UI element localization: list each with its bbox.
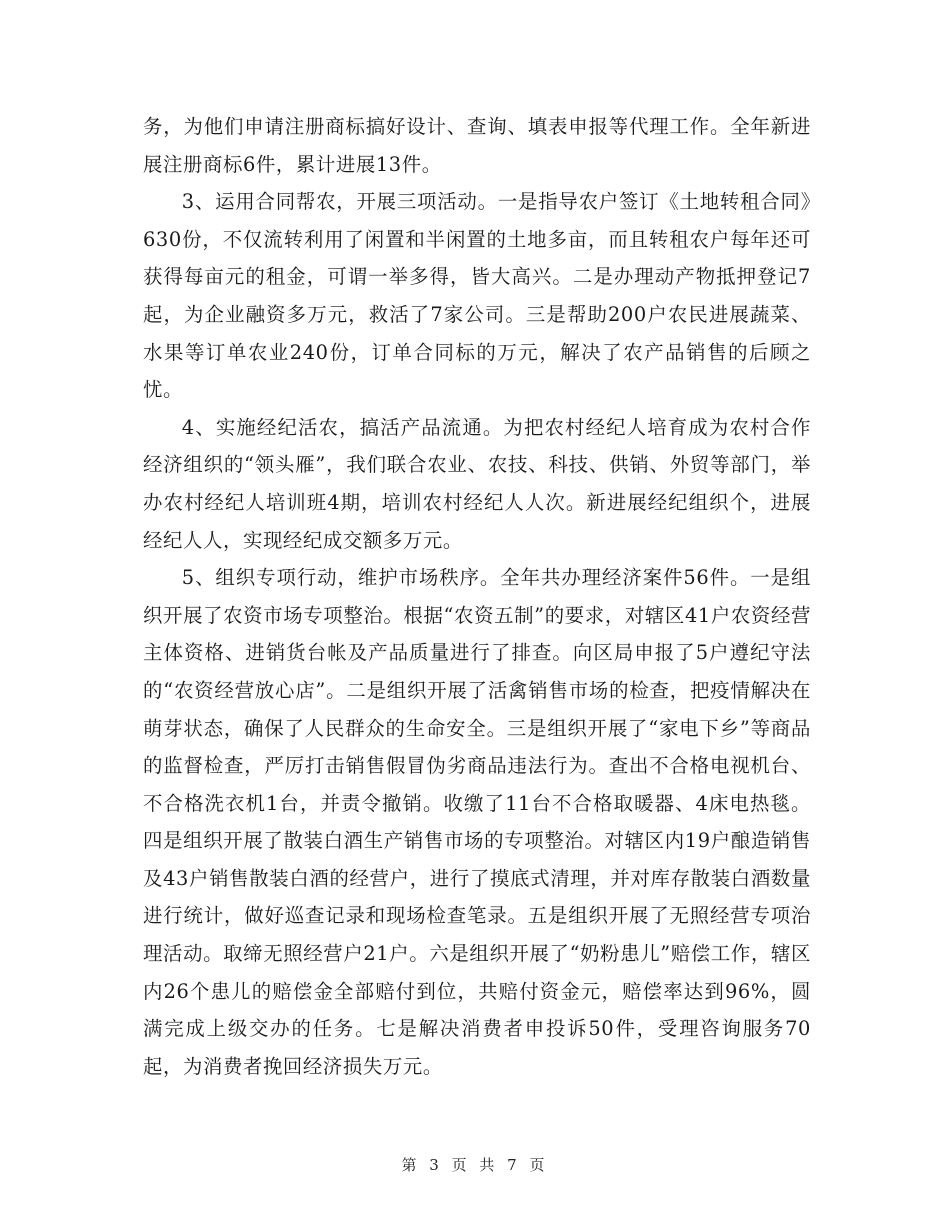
paragraph-broker-training: 4、实施经纪活农，搞活产品流通。为把农村经纪人培育成为农村合作经济组织的“领头雁”，我们联合农业、农技、科技、供销、外贸等部门，举办农村经纪人培训班4期，培训农村经纪人人次。新进展经纪组织个，进展经纪人人，实现经纪成交额多万元。: [143, 415, 811, 552]
paragraph-trademark-continued: 务，为他们申请注册商标搞好设计、查询、填表申报等代理工作。全年新进展注册商标6件，累计进展13件。: [143, 115, 811, 176]
document-body: [143, 108, 811, 1085]
paragraph-contract-assist: 3、运用合同帮农，开展三项活动。一是指导农户签订《土地转租合同》630份，不仅流转利用了闲置和半闲置的土地多亩，而且转租农户每年还可获得每亩元的租金，可谓一举多得，皆大高兴。二是办理动产物抵押登记7起，为企业融资多万元，救活了7家公司。三是帮助200户农民进展蔬菜、水果等订单农业240份，订单合同标的万元，解决了农产品销售的后顾之忧。: [143, 190, 811, 402]
page-number-footer: 第 3 页 共 7 页: [401, 1156, 549, 1174]
paragraph-market-order: 5、组织专项行动，维护市场秩序。全年共办理经济案件56件。一是组织开展了农资市场专项整治。根据“农资五制”的要求，对辖区41户农资经营主体资格、进销货台帐及产品质量进行了排查。向区局申报了5户遵纪守法的“农资经营放心店”。二是组织开展了活禽销售市场的检查，把疫情解决在萌芽状态，确保了人民群众的生命安全。三是组织开展了“家电下乡”等商品的监督检查，严厉打击销售假冒伪劣商品违法行为。查出不合格电视机台、不合格洗衣机1台，并责令撤销。收缴了11台不合格取暖器、4床电热毯。四是组织开展了散装白酒生产销售市场的专项整治。对辖区内19户酿造销售及43户销售散装白酒的经营户，进行了摸底式清理，并对库存散装白酒数量进行统计，做好巡查记录和现场检查笔录。五是组织开展了无照经营专项治理活动。取缔无照经营户21户。六是组织开展了“奶粉患儿”赔偿工作，辖区内26个患儿的赔偿金全部赔付到位，共赔付资金元，赔偿率达到96%，圆满完成上级交办的任务。七是解决消费者申投诉50件，受理咨询服务70起，为消费者挽回经济损失万元。: [143, 566, 811, 1078]
